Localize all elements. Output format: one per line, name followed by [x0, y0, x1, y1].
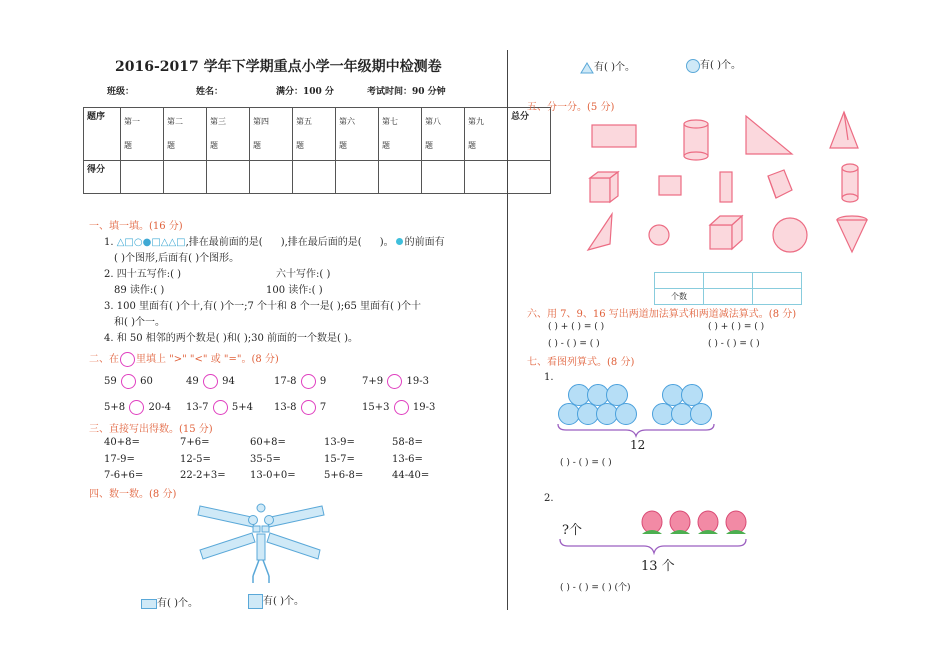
calc-item: 15-7=: [324, 454, 355, 465]
score-table-row-order: [84, 108, 551, 161]
large-circle-shape: [773, 218, 807, 252]
score-col-1: 第一 题: [121, 108, 164, 161]
score-col-5: 第五 题: [293, 108, 336, 161]
calc-item: 13-0+0=: [250, 470, 296, 481]
s1-q2-c: 89 读作:( ): [114, 285, 165, 296]
compare-item: 7+9 19-3: [362, 376, 429, 387]
s1-q2-b: 六十写作:( ): [276, 269, 331, 280]
calc-item: 5+6-8=: [324, 470, 364, 481]
section-3-title: 三、直接写出得数。(15 分): [89, 424, 213, 435]
brace-1: [556, 422, 716, 438]
score-table-row-score: [84, 161, 551, 194]
compare-blank[interactable]: [394, 400, 409, 415]
score-col-4: 第四 题: [250, 108, 293, 161]
compare-item: 17-8 9: [274, 376, 327, 387]
compare-item: 5+8 20-4: [104, 402, 171, 413]
circle-shape: [649, 225, 669, 245]
score-cell[interactable]: [121, 161, 164, 194]
compare-item: 13-8 7: [274, 402, 327, 413]
score-col-9: 第九 题: [465, 108, 508, 161]
score-cell[interactable]: [508, 161, 551, 194]
eq-sub-1: ( ) - ( ) = ( ): [548, 339, 600, 349]
s7-q1-num: 1.: [544, 372, 554, 383]
cylinder-shape: [684, 120, 708, 160]
eq-sub-2: ( ) - ( ) = ( ): [708, 339, 760, 349]
compare-item: 13-7 5+4: [186, 402, 253, 413]
box-shape: [710, 216, 742, 249]
score-total-label: 总分: [508, 108, 551, 161]
section-4-title: 四、数一数。(8 分): [89, 489, 177, 500]
shape-sequence: △□○●□△△□: [116, 237, 186, 248]
thin-rectangle-shape: [720, 172, 732, 202]
s1-q2-d: 100 读作:( ): [266, 285, 323, 296]
compare-item: 49 94: [186, 376, 235, 387]
score-cell[interactable]: [250, 161, 293, 194]
s1-q2-a: 2. 四十五写作:( ): [104, 269, 182, 280]
compare-blank[interactable]: [387, 374, 402, 389]
circle-icon: [686, 59, 700, 73]
calc-item: 12-5=: [180, 454, 211, 465]
count-cell: [704, 273, 753, 289]
s7-q2-num: 2.: [544, 493, 554, 504]
rectangle-shape: [592, 125, 636, 147]
s1-q1-line1: 1. △□○●□△△□,排在最前面的是( ),排在最后面的是( )。 的前面有: [104, 237, 445, 248]
shape-count-table: [654, 272, 802, 305]
score-col-6: 第六 题: [336, 108, 379, 161]
square-shape: [659, 176, 681, 195]
score-cell[interactable]: [207, 161, 250, 194]
pyramid-shape: [830, 112, 858, 148]
page-title: 2016-2017 学年下学期重点小学一年级期中检测卷: [115, 59, 442, 75]
eq-add-1: ( ) + ( ) = ( ): [548, 322, 605, 332]
calc-item: 7+6=: [180, 437, 210, 448]
section-1-title: 一、填一填。(16 分): [89, 221, 183, 232]
calc-item: 35-5=: [250, 454, 281, 465]
count-rect-label: 有( )个。: [141, 594, 198, 609]
calc-item: 13-9=: [324, 437, 355, 448]
calc-item: 44-40=: [392, 470, 430, 481]
count-cell[interactable]: [704, 289, 753, 305]
score-col-8: 第八 题: [422, 108, 465, 161]
count-label: 个数: [655, 289, 704, 305]
eq-add-2: ( ) + ( ) = ( ): [708, 322, 765, 332]
peach: [726, 511, 746, 534]
section-7-title: 七、看图列算式。(8 分): [527, 357, 635, 368]
count-cell: [655, 273, 704, 289]
name-label: 姓名：: [196, 87, 224, 97]
triangle-icon: [580, 62, 594, 74]
compare-blank[interactable]: [129, 400, 144, 415]
peach-total: 13 个: [641, 559, 675, 574]
score-table-order-label: 题序: [84, 108, 121, 161]
compare-item: 15+3 19-3: [362, 402, 436, 413]
s1-q1-line2: ( )个图形,后面有( )个图形。: [114, 253, 240, 264]
peach: [670, 511, 690, 534]
score-cell[interactable]: [465, 161, 508, 194]
score-cell[interactable]: [336, 161, 379, 194]
score-table-score-label: 得分: [84, 161, 121, 194]
class-label: 班级：: [107, 87, 135, 97]
compare-item: 59 60: [104, 376, 153, 387]
compare-blank[interactable]: [301, 400, 316, 415]
section-5-title: 五、分一分。(5 分): [527, 102, 615, 113]
score-col-2: 第二 题: [164, 108, 207, 161]
unknown-count: ?个: [562, 523, 582, 538]
calc-item: 58-8=: [392, 437, 423, 448]
calc-item: 60+8=: [250, 437, 286, 448]
s7-q2-formula: ( ) - ( ) = ( ) (个): [560, 583, 631, 593]
right-triangle-shape: [746, 116, 792, 154]
compare-blank[interactable]: [121, 374, 136, 389]
calc-item: 40+8=: [104, 437, 140, 448]
peaches-figure: [636, 506, 748, 540]
triangle-shape: [588, 214, 612, 250]
s1-q3-line1: 3. 100 里面有( )个十,有( )个一;7 个十和 8 个一是( );65 里面有( )个十: [104, 301, 421, 312]
count-cell[interactable]: [753, 289, 802, 305]
calc-item: 22-2+3=: [180, 470, 226, 481]
count-circle-label: 有( )个。: [686, 56, 741, 73]
compare-blank[interactable]: [203, 374, 218, 389]
count-square-label: 有( )个。: [248, 592, 304, 609]
compare-blank[interactable]: [301, 374, 316, 389]
column-divider: [507, 50, 508, 610]
score-col-3: 第三 题: [207, 108, 250, 161]
calc-item: 13-6=: [392, 454, 423, 465]
section-6-title: 六、用 7、9、16 写出两道加法算式和两道减法算式。(8 分): [527, 309, 797, 320]
cone-shape: [837, 216, 867, 252]
filled-circle-icon: [396, 238, 403, 245]
peach: [698, 511, 718, 534]
score-cell[interactable]: [164, 161, 207, 194]
square-icon: [248, 594, 263, 609]
small-cylinder-shape: [842, 164, 858, 202]
brace-2: [558, 537, 748, 555]
calc-item: 7-6+6=: [104, 470, 144, 481]
score-cell[interactable]: [422, 161, 465, 194]
section-2-title: 二、在 里填上 ">" "<" 或 "="。(8 分): [89, 354, 279, 365]
circle-icon: [120, 352, 135, 367]
count-cell: [753, 273, 802, 289]
calc-item: 17-9=: [104, 454, 135, 465]
cube-shape: [590, 172, 618, 202]
score-table: [83, 107, 551, 194]
rectangle-icon: [141, 599, 157, 609]
full-marks: 满分：100 分: [276, 87, 334, 97]
tilted-cube-shape: [768, 170, 792, 198]
score-col-7: 第七 题: [379, 108, 422, 161]
score-cell[interactable]: [293, 161, 336, 194]
s1-q4: 4. 和 50 相邻的两个数是( )和( );30 前面的一个数是( )。: [104, 333, 359, 344]
count-triangle-label: 有( )个。: [580, 58, 635, 74]
s7-q1-formula: ( ) - ( ) = ( ): [560, 458, 612, 468]
s1-q3-line2: 和( )个一。: [114, 317, 165, 328]
score-cell[interactable]: [379, 161, 422, 194]
peach: [642, 511, 662, 534]
compare-blank[interactable]: [213, 400, 228, 415]
dragonfly-shapes-figure: [196, 500, 326, 585]
balloon-total: 12: [630, 438, 646, 452]
solids-figure: [580, 110, 870, 260]
exam-time: 考试时间：90 分钟: [367, 87, 446, 97]
